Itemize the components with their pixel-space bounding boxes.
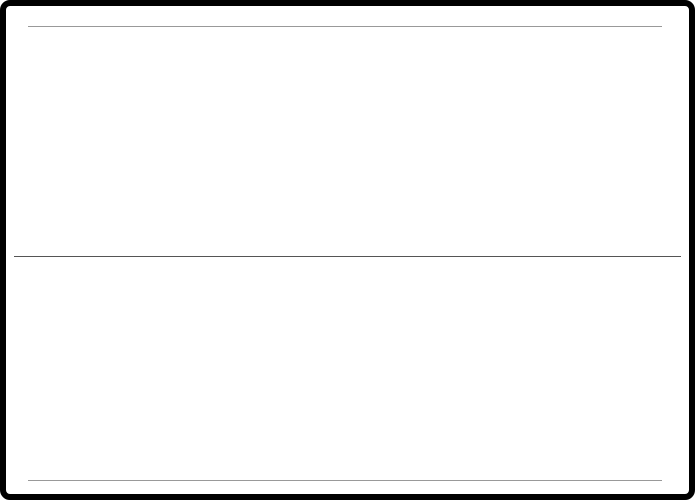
top-rule bbox=[28, 26, 662, 27]
top-half bbox=[6, 6, 689, 239]
bottom-half bbox=[6, 276, 689, 494]
bottom-rule bbox=[28, 480, 662, 481]
spiral-wire bbox=[14, 256, 681, 257]
spiral-binding bbox=[6, 236, 689, 276]
